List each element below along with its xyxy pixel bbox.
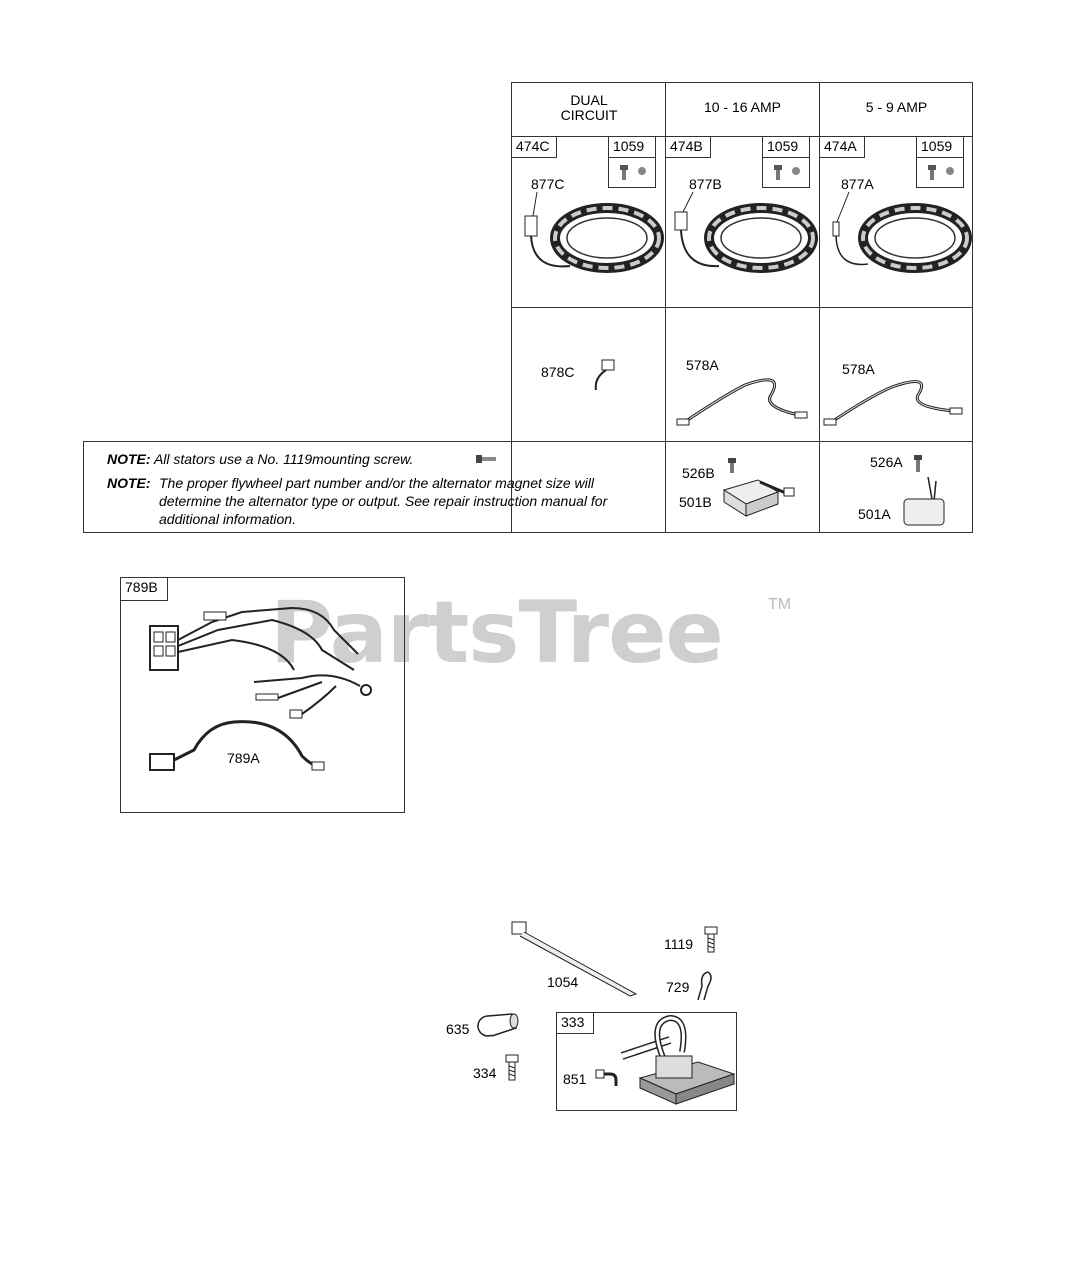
watermark: PartsTree (270, 583, 723, 683)
part-877c[interactable]: 877C (531, 176, 565, 192)
part-1059[interactable]: 1059 (916, 136, 964, 158)
connector-illustration[interactable] (588, 358, 628, 398)
part-526a[interactable]: 526A (870, 454, 903, 470)
part-789a[interactable]: 789A (227, 750, 260, 766)
stator-illustration[interactable] (515, 190, 665, 300)
screw-nut-icon (766, 162, 806, 186)
part-578a[interactable]: 578A (842, 361, 875, 377)
part-877b[interactable]: 877B (689, 176, 722, 192)
wiring-harness-illustration[interactable] (122, 590, 402, 790)
part-334[interactable]: 334 (473, 1065, 497, 1081)
ignition-coil-illustration[interactable] (610, 1012, 740, 1102)
stator-illustration[interactable] (823, 190, 973, 300)
part-878c[interactable]: 878C (541, 364, 575, 380)
stator-illustration[interactable] (669, 190, 819, 300)
screw-nut-icon (612, 162, 652, 186)
watermark-tm: TM (768, 596, 792, 613)
note-label: NOTE: (107, 451, 151, 467)
note-text: All stators use a No. 1119mounting screw. (153, 451, 414, 467)
regulator-illustration[interactable] (898, 455, 958, 530)
screw-illustration[interactable] (504, 1055, 520, 1085)
part-474a[interactable]: 474A (819, 136, 865, 158)
note-text: The proper flywheel part number and/or the alternator magnet size will determine the alternator type or output. See repair instruction manual for additional information. (159, 475, 608, 527)
note-line-1 (107, 450, 413, 468)
clip-illustration[interactable] (696, 970, 716, 1004)
wire-lead-illustration[interactable] (675, 375, 815, 435)
part-877a[interactable]: 877A (841, 176, 874, 192)
part-501a[interactable]: 501A (858, 506, 891, 522)
part-851[interactable]: 851 (563, 1071, 587, 1087)
header-10-16-amp: 10 - 16 AMP (703, 99, 782, 115)
screw-illustration[interactable] (703, 927, 719, 957)
part-1054[interactable]: 1054 (547, 974, 579, 990)
part-1119[interactable]: 1119 (664, 936, 694, 952)
table-divider (511, 307, 973, 308)
table-divider (511, 136, 973, 137)
part-474b[interactable]: 474B (665, 136, 711, 158)
part-1059[interactable]: 1059 (762, 136, 810, 158)
header-dual-circuit: DUAL CIRCUIT (560, 92, 618, 123)
note-label: NOTE: (107, 475, 151, 491)
part-578a[interactable]: 578A (686, 357, 719, 373)
part-333[interactable]: 333 (556, 1012, 594, 1034)
regulator-illustration[interactable] (718, 458, 808, 533)
part-789b[interactable]: 789B (120, 577, 168, 601)
screw-nut-icon (920, 162, 960, 186)
part-526b[interactable]: 526B (682, 465, 715, 481)
wire-lead-illustration[interactable] (822, 375, 972, 435)
header-5-9-amp: 5 - 9 AMP (865, 99, 928, 115)
part-474c[interactable]: 474C (511, 136, 557, 158)
part-501b[interactable]: 501B (679, 494, 712, 510)
part-729[interactable]: 729 (666, 979, 690, 995)
mounting-screw-icon (476, 452, 500, 466)
part-1059[interactable]: 1059 (608, 136, 656, 158)
spark-plug-boot-illustration[interactable] (476, 1010, 522, 1040)
part-635[interactable]: 635 (446, 1021, 470, 1037)
note-line-2 (107, 474, 652, 528)
